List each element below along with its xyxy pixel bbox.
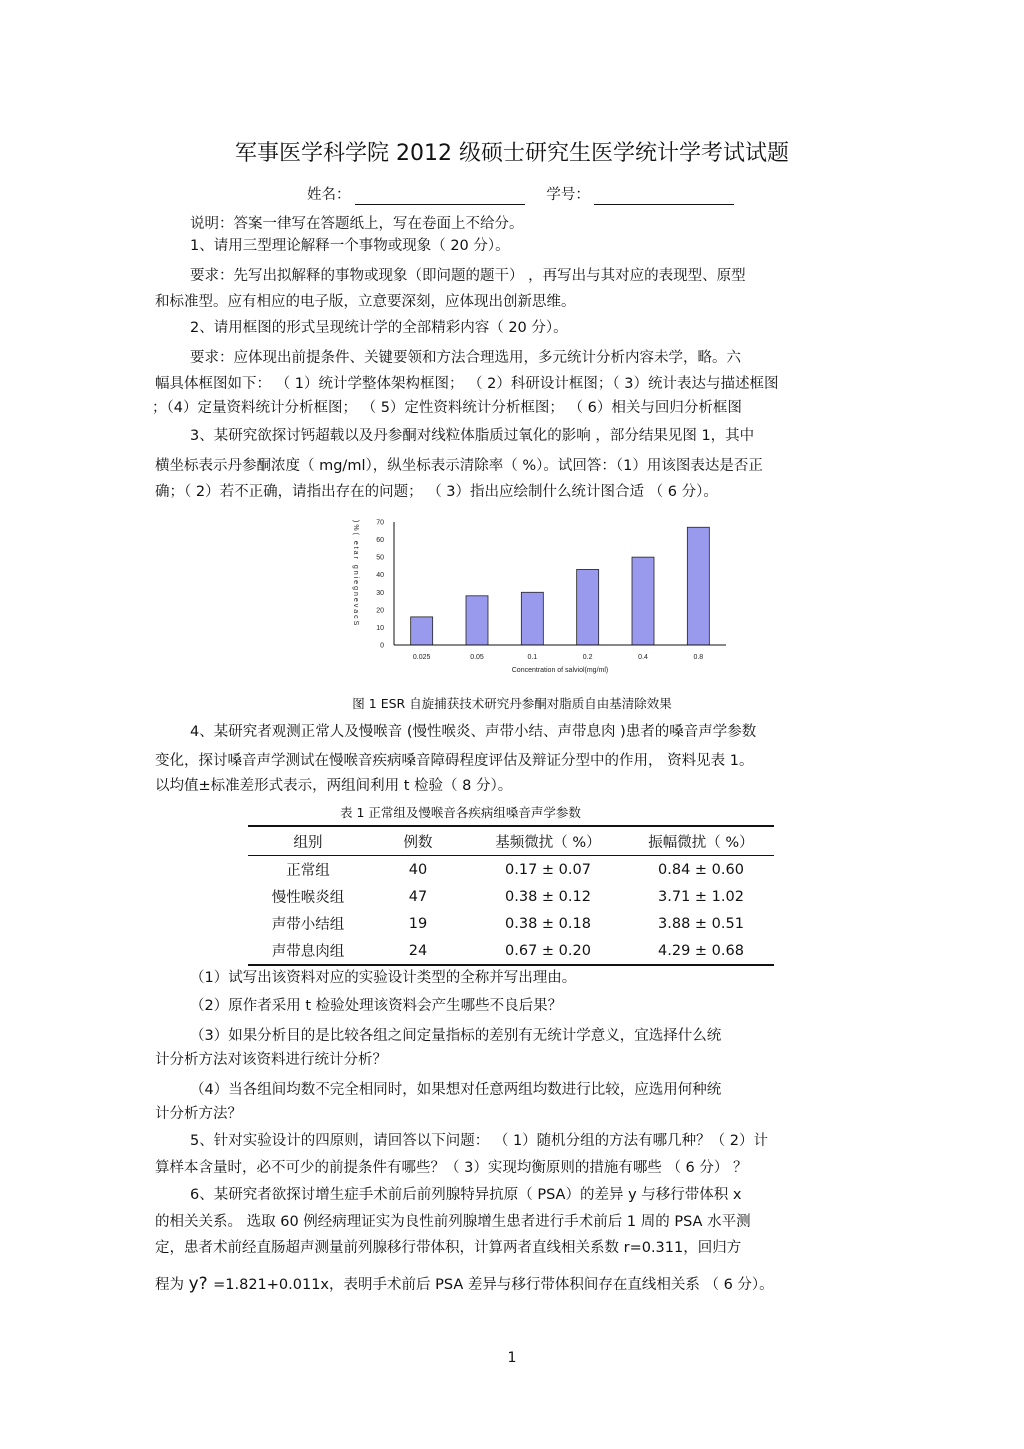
y-axis-label: )%( etar gniegnevacS	[352, 520, 359, 628]
y-tick-label: 20	[376, 607, 384, 615]
q1-line-2: 要求：先写出拟解释的事物或现象（即问题的题干） ，再写出与其对应的表现型、原型	[190, 268, 746, 284]
y-tick-label: 40	[376, 572, 384, 580]
q5-line-2: 算样本含量时，必不可少的前提条件有哪些？（ 3）实现均衡原则的措施有哪些 （ 6 分） ？	[155, 1160, 748, 1176]
cell-group: 正常组	[286, 863, 330, 879]
bar	[577, 569, 599, 645]
q4-sub-4a: （4）当各组间均数不完全相同时，如果想对任意两组均数进行比较，应选用何种统	[190, 1082, 722, 1098]
y-tick-labels	[376, 520, 384, 650]
table-row	[248, 883, 774, 910]
page-number: 1	[507, 1350, 517, 1366]
q4-sub-1: （1）试写出该资料对应的实验设计类型的全称并写出理由。	[190, 970, 577, 986]
x-tick-label: 0.025	[412, 654, 431, 661]
cell-jitter: 0.67 ± 0.20	[505, 942, 591, 959]
notice: 说明：答案一律写在答题纸上，写在卷面上不给分。	[190, 216, 524, 232]
table-1	[248, 825, 774, 966]
bar	[411, 617, 433, 645]
q6-line-4	[155, 1274, 774, 1295]
x-tick-label: 0.05	[470, 654, 484, 661]
bar	[632, 557, 654, 645]
q6-line-2: 的相关关系。 选取 60 例经病理证实为良性前列腺增生患者进行手术前后 1 周的 PSA 水平测	[155, 1214, 751, 1230]
table-row	[248, 856, 774, 884]
bar-chart	[340, 512, 740, 682]
q1-line-3: 和标准型。应有相应的电子版，立意要深刻，应体现出创新思维。	[155, 294, 576, 310]
q3-line-1: 3、某研究欲探讨钙超载以及丹参酮对线粒体脂质过氧化的影响 ，部分结果见图 1，其中	[190, 428, 755, 444]
cell-shimmer: 3.71 ± 1.02	[658, 888, 744, 905]
name-blank[interactable]	[355, 188, 525, 205]
q6-line-1: 6、某研究者欲探讨增生症手术前后前列腺特异抗原（ PSA）的差异 y 与移行带体积 x	[190, 1187, 742, 1203]
id-label: 学号：	[546, 187, 590, 203]
bar	[521, 592, 543, 645]
x-axis-label: Concentration of salviol(mg/ml)	[511, 667, 609, 674]
figure-caption: 图 1 ESR 自旋捕获技术研究丹参酮对脂质自由基清除效果	[352, 696, 672, 711]
col-header-count: 例数	[403, 834, 433, 851]
bar	[466, 596, 488, 645]
cell-count: 40	[408, 861, 428, 878]
x-tick-label: 0.2	[582, 654, 593, 661]
q3-line-3: 确；（ 2）若不正确，请指出存在的问题； （ 3）指出应绘制什么统计图合适 （ 6 分）。	[155, 484, 718, 500]
cell-group: 声带息肉组	[271, 944, 345, 960]
cell-jitter: 0.38 ± 0.12	[505, 888, 591, 905]
cell-jitter: 0.38 ± 0.18	[505, 915, 591, 932]
q3-line-2: 横坐标表示丹参酮浓度（ mg/ml），纵坐标表示清除率（ %）。试回答：（1）用该图表达是否正	[155, 458, 763, 474]
col-header-shimmer: 振幅微扰（ %）	[648, 834, 754, 851]
q4-line-3: 以均值±标准差形式表示，两组间利用 t 检验（ 8 分）。	[155, 778, 513, 794]
y-tick-label: 50	[376, 554, 384, 562]
q2-line-4: ；（4）定量资料统计分析框图； （ 5）定性资料统计分析框图； （ 6）相关与回归分析框图	[152, 400, 742, 416]
exam-title: 军事医学科学院 2012 级硕士研究生医学统计学考试试题	[235, 141, 789, 166]
x-tick-label: 0.1	[527, 654, 538, 661]
q4-line-2: 变化，探讨嗓音声学测试在慢喉音疾病嗓音障碍程度评估及辩证分型中的作用， 资料见表 1。	[155, 753, 754, 769]
bars	[411, 527, 710, 645]
cell-jitter: 0.17 ± 0.07	[505, 861, 591, 878]
q4-line-1: 4、某研究者观测正常人及慢喉音 (慢性喉炎、声带小结、声带息肉 )患者的嗓音声学参数	[190, 724, 757, 740]
x-tick-labels	[413, 654, 703, 661]
cell-count: 24	[408, 942, 428, 959]
cell-shimmer: 0.84 ± 0.60	[658, 861, 744, 878]
q2-line-3: 幅具体框图如下： （ 1）统计学整体架构框图； （ 2）科研设计框图；（ 3）统计表达与描述框图	[155, 376, 779, 392]
q6-line-3: 定，患者术前经直肠超声测量前列腺移行带体积，计算两者直线相关系数 r=0.311，回归方	[155, 1240, 742, 1256]
table-row	[248, 937, 774, 965]
bar	[687, 527, 709, 645]
cell-count: 47	[408, 888, 428, 905]
x-tick-label: 0.8	[693, 654, 704, 661]
q2-line-2: 要求：应体现出前提条件、关键要领和方法合理选用，多元统计分析内容未学，略。六	[190, 350, 741, 366]
q6-line-4-end: =1.821+0.011x，表明手术前后 PSA 差异与移行带体积间存在直线相关系 （ 6 分）。	[213, 1277, 774, 1293]
x-tick-label: 0.4	[638, 654, 648, 661]
col-header-jitter: 基频微扰（ %）	[495, 834, 601, 851]
y-tick-label: 30	[376, 589, 384, 597]
cell-group: 声带小结组	[271, 917, 345, 933]
cell-count: 19	[408, 915, 428, 932]
col-header-group: 组别	[293, 834, 323, 851]
y-tick-label: 0	[380, 642, 384, 650]
q4-sub-4b: 计分析方法？	[155, 1106, 242, 1122]
table-caption: 表 1 正常组及慢喉音各疾病组嗓音声学参数	[340, 805, 581, 820]
q4-sub-2: （2）原作者采用 t 检验处理该资料会产生哪些不良后果？	[190, 998, 563, 1014]
y-tick-label: 60	[376, 537, 384, 545]
q1-line-1: 1、请用三型理论解释一个事物或现象（ 20 分）。	[190, 238, 510, 254]
cell-shimmer: 4.29 ± 0.68	[658, 942, 744, 959]
id-blank[interactable]	[594, 188, 734, 205]
q4-sub-3a: （3）如果分析目的是比较各组之间定量指标的差别有无统计学意义，宜选择什么统	[190, 1028, 722, 1044]
y-tick-label: 10	[376, 624, 384, 632]
regression-y-hat: y?	[188, 1274, 214, 1294]
q5-line-1: 5、针对实验设计的四原则，请回答以下问题： （ 1）随机分组的方法有哪几种？（ 2）计	[190, 1133, 769, 1149]
q2-line-1: 2、请用框图的形式呈现统计学的全部精彩内容（ 20 分）。	[190, 320, 568, 336]
table-row	[248, 910, 774, 937]
name-label: 姓名：	[307, 187, 351, 203]
q6-line-4-start: 程为	[155, 1277, 189, 1293]
name-field-row	[307, 185, 734, 205]
cell-group: 慢性喉炎组	[271, 890, 345, 906]
q4-sub-3b: 计分析方法对该资料进行统计分析？	[155, 1052, 387, 1068]
cell-shimmer: 3.88 ± 0.51	[658, 915, 744, 932]
y-tick-label: 70	[376, 519, 384, 527]
